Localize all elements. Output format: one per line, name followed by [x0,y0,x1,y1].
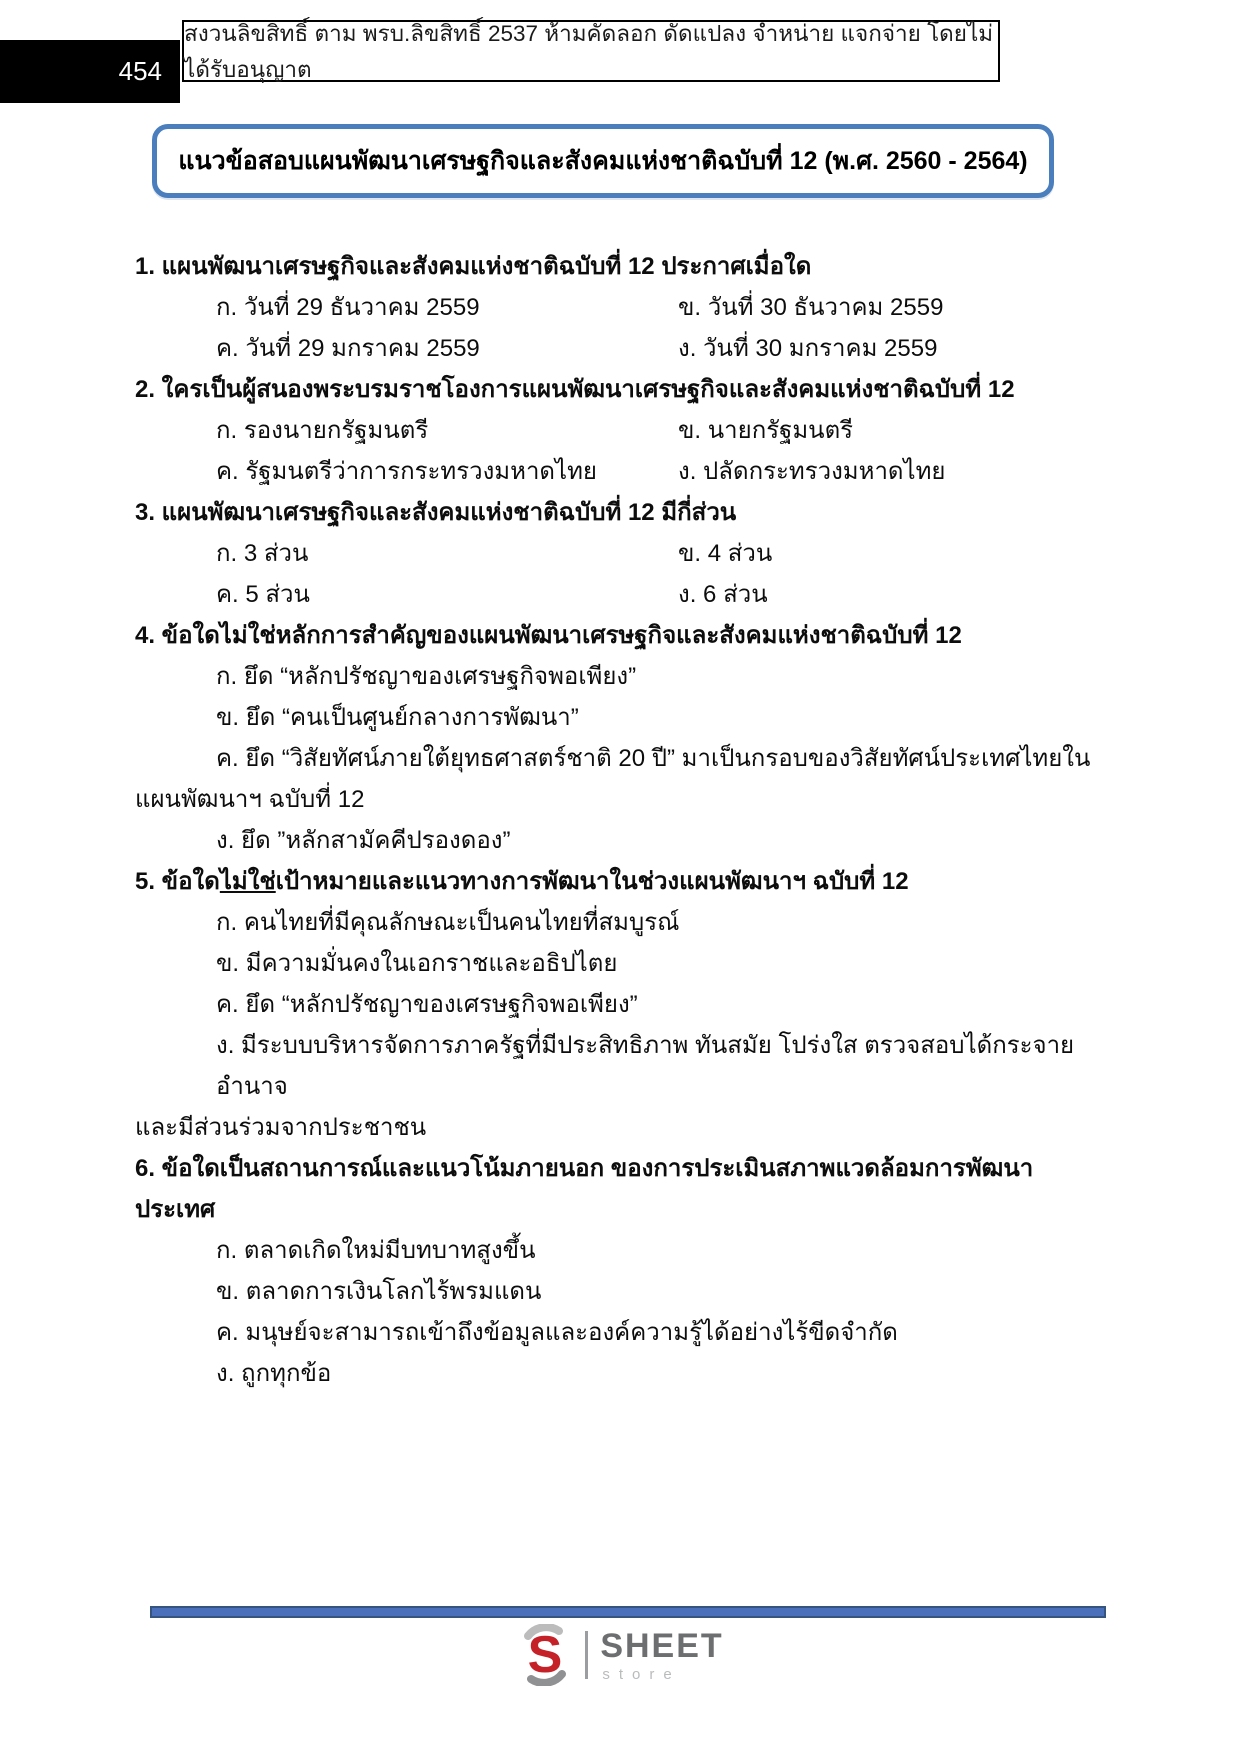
option-5d-continuation: และมีส่วนร่วมจากประชาชน [135,1114,427,1141]
option-1b: ข. วันที่ 30 ธันวาคม 2559 [678,294,944,321]
page-number: 454 [118,56,162,86]
question-5 [135,861,1110,1148]
question-5-text [135,861,1110,902]
question-1-options-row-2 [135,328,1110,369]
sheet-store-logo [0,1624,1241,1686]
exam-title: แนวข้อสอบแผนพัฒนาเศรษฐกิจและสังคมแห่งชาติฉบับที่ 12 (พ.ศ. 2560 - 2564) [178,147,1028,175]
page-number-band [0,40,180,103]
option-5b-row [135,943,1110,984]
copyright-notice-text: สงวนลิขสิทธิ์ ตาม พรบ.ลิขสิทธิ์ 2537 ห้ามคัดลอก ดัดแปลง จำหน่าย แจกจ่าย โดยไม่ได้รับอนุญาต [184,21,994,82]
option-4d-row [135,820,1110,861]
question-3 [135,492,1110,615]
option-4a-row [135,656,1110,697]
option-4b-row [135,697,1110,738]
question-3-options-row-1 [135,533,1110,574]
option-5a: ก. คนไทยที่มีคุณลักษณะเป็นคนไทยที่สมบูรณ์ [216,909,680,936]
option-6d-row [135,1353,1110,1394]
question-1 [135,246,1110,369]
option-5d: ง. มีระบบบริหารจัดการภาครัฐที่มีประสิทธิภาพ ทันสมัย โปร่งใส ตรวจสอบได้กระจายอำนาจ [216,1032,1075,1100]
option-5a-row [135,902,1110,943]
option-1a: ก. วันที่ 29 ธันวาคม 2559 [216,294,480,321]
question-3-options-row-2 [135,574,1110,615]
logo-text [600,1626,724,1683]
question-5-text-underlined: ไม่ใช่ [219,868,276,895]
question-2-options-row-2 [135,451,1110,492]
option-6d: ง. ถูกทุกข้อ [216,1360,332,1387]
question-4-text: 4. ข้อใดไม่ใช่หลักการสำคัญของแผนพัฒนาเศรษฐกิจและสังคมแห่งชาติฉบับที่ 12 [135,622,962,649]
option-4c: ค. ยึด “วิสัยทัศน์ภายใต้ยุทธศาสตร์ชาติ 20 ปี” มาเป็นกรอบของวิสัยทัศน์ประเทศไทยใน [216,745,1091,772]
question-2 [135,369,1110,492]
option-5d-row [135,1025,1110,1107]
question-5-text-pre: 5. ข้อใด [135,868,220,895]
option-2c: ค. รัฐมนตรีว่าการกระทรวงมหาดไทย [216,458,597,485]
option-1d: ง. วันที่ 30 มกราคม 2559 [678,335,938,362]
question-6-text: 6. ข้อใดเป็นสถานการณ์และแนวโน้มภายนอก ของการประเมินสภาพแวดล้อมการพัฒนาประเทศ [135,1155,1034,1223]
question-1-options-row-1 [135,287,1110,328]
option-5c-row [135,984,1110,1025]
option-3d: ง. 6 ส่วน [678,581,768,608]
option-5b: ข. มีความมั่นคงในเอกราชและอธิปไตย [216,950,618,977]
option-2a: ก. รองนายกรัฐมนตรี [216,417,429,444]
option-3b: ข. 4 ส่วน [678,540,773,567]
option-6c: ค. มนุษย์จะสามารถเข้าถึงข้อมูลและองค์ความรู้ได้อย่างไร้ขีดจำกัด [216,1319,898,1346]
option-6b-row [135,1271,1110,1312]
exam-body [135,246,1110,1394]
option-3c: ค. 5 ส่วน [216,581,310,608]
option-6b: ข. ตลาดการเงินโลกไร้พรมแดน [216,1278,542,1305]
option-4a: ก. ยึด “หลักปรัชญาของเศรษฐกิจพอเพียง” [216,663,637,690]
option-5c: ค. ยึด “หลักปรัชญาของเศรษฐกิจพอเพียง” [216,991,638,1018]
option-2d: ง. ปลัดกระทรวงมหาดไทย [678,458,946,485]
option-4b: ข. ยึด “คนเป็นศูนย์กลางการพัฒนา” [216,704,579,731]
question-2-options-row-1 [135,410,1110,451]
brand-name: SHEET [600,1626,724,1665]
question-6 [135,1148,1110,1394]
question-1-text: 1. แผนพัฒนาเศรษฐกิจและสังคมแห่งชาติฉบับที่ 12 ประกาศเมื่อใด [135,253,812,280]
option-6c-row [135,1312,1110,1353]
brand-subtitle: store [602,1665,681,1683]
sheet-store-s-icon [517,1624,573,1686]
logo-divider [585,1631,588,1679]
question-3-text: 3. แผนพัฒนาเศรษฐกิจและสังคมแห่งชาติฉบับที่ 12 มีกี่ส่วน [135,499,737,526]
option-4c-continuation: แผนพัฒนาฯ ฉบับที่ 12 [135,786,365,813]
option-3a: ก. 3 ส่วน [216,540,309,567]
option-2b: ข. นายกรัฐมนตรี [678,417,854,444]
option-1c: ค. วันที่ 29 มกราคม 2559 [216,335,480,362]
option-4c-row [135,738,1110,779]
question-5-text-post: เป้าหมายและแนวทางการพัฒนาในช่วงแผนพัฒนาฯ ฉบับที่ 12 [275,868,909,895]
option-6a: ก. ตลาดเกิดใหม่มีบทบาทสูงขึ้น [216,1237,536,1264]
footer-divider-bar [150,1606,1106,1618]
svg-text:S: S [527,1626,563,1684]
copyright-notice-box [182,20,1000,82]
option-6a-row [135,1230,1110,1271]
option-4d: ง. ยึด ”หลักสามัคคีปรองดอง” [216,827,511,854]
question-4 [135,615,1110,861]
exam-title-box [152,124,1054,198]
question-2-text: 2. ใครเป็นผู้สนองพระบรมราชโองการแผนพัฒนาเศรษฐกิจและสังคมแห่งชาติฉบับที่ 12 [135,376,1015,403]
